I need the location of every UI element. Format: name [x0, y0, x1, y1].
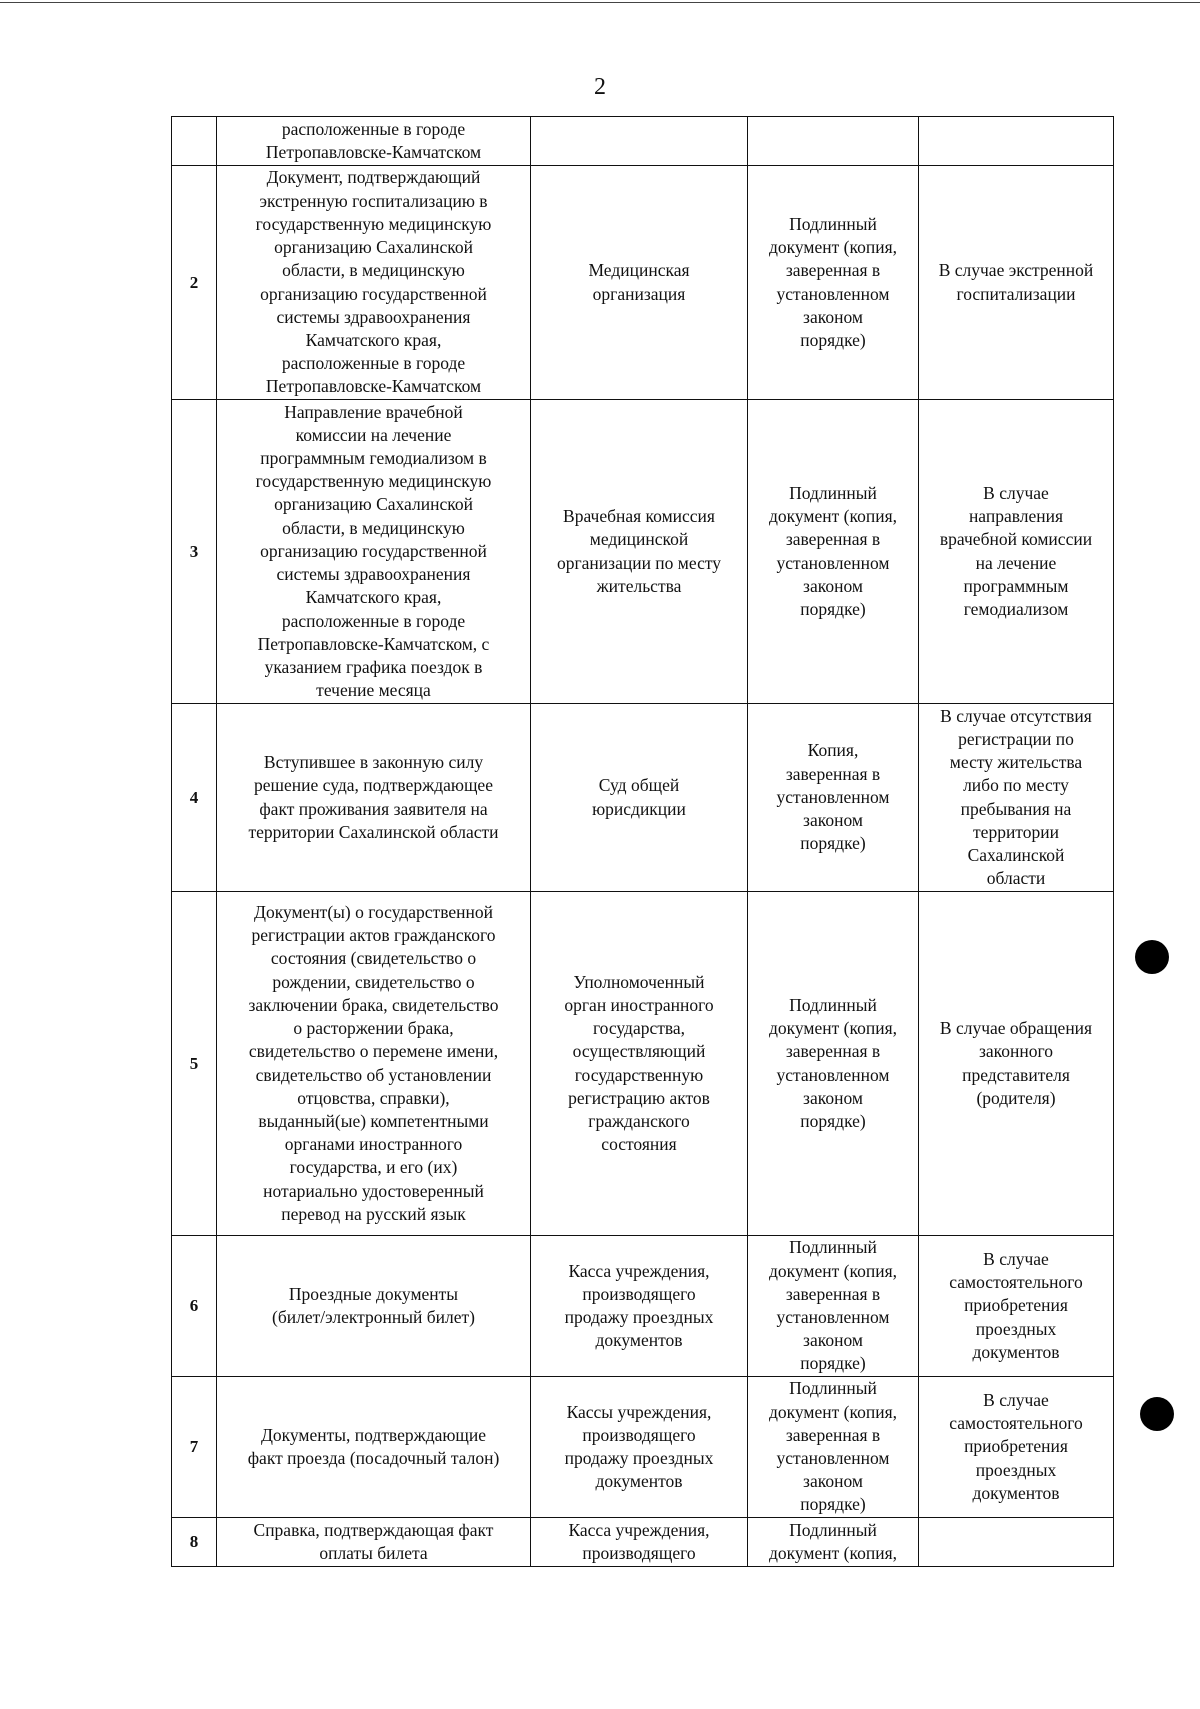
- form-cell: [748, 117, 919, 166]
- page-number: 2: [594, 74, 606, 100]
- condition-cell: В случае отсутствия регистрации по месту жительства либо по месту пребывания на территории Сахалинской области: [919, 704, 1114, 892]
- row-number: 8: [172, 1518, 217, 1567]
- form-cell: Подлинный документ (копия, заверенная в установленном законом порядке): [748, 1377, 919, 1518]
- documents-table: [171, 116, 1114, 1567]
- form-cell: Подлинный документ (копия, заверенная в установленном законом порядке): [748, 1236, 919, 1377]
- condition-cell: [919, 117, 1114, 166]
- table-row: [172, 1377, 1114, 1518]
- form-cell: Подлинный документ (копия,: [748, 1518, 919, 1567]
- table-row: [172, 892, 1114, 1236]
- document-cell: Вступившее в законную силу решение суда, подтверждающее факт проживания заявителя на территории Сахалинской области: [217, 704, 531, 892]
- condition-cell: В случае самостоятельного приобретения проездных документов: [919, 1377, 1114, 1518]
- condition-cell: В случае обращения законного представителя (родителя): [919, 892, 1114, 1236]
- issuer-cell: [531, 117, 748, 166]
- binder-hole-mark: [1135, 940, 1169, 974]
- table-row: [172, 166, 1114, 400]
- document-cell: расположенные в городе Петропавловске-Камчатском: [217, 117, 531, 166]
- document-cell: Направление врачебной комиссии на лечение программным гемодиализом в государственную медицинскую организацию Сахалинской области, в медицинскую организацию государственной системы здравоохранения Камчатского края, расположенные в городе Петропавловске-Камчатском, с указанием графика поездок в течение месяца: [217, 400, 531, 704]
- table-row: [172, 117, 1114, 166]
- document-cell: Документ, подтверждающий экстренную госпитализацию в государственную медицинскую организацию Сахалинской области, в медицинскую организацию государственной системы здравоохранения Камчатского края, расположенные в городе Петропавловске-Камчатском: [217, 166, 531, 400]
- table-row: [172, 1236, 1114, 1377]
- condition-cell: [919, 1518, 1114, 1567]
- scan-edge-line: [0, 2, 1200, 3]
- form-cell: Копия, заверенная в установленном законом порядке): [748, 704, 919, 892]
- condition-cell: В случае экстренной госпитализации: [919, 166, 1114, 400]
- issuer-cell: Кассы учреждения, производящего продажу проездных документов: [531, 1377, 748, 1518]
- issuer-cell: Врачебная комиссия медицинской организации по месту жительства: [531, 400, 748, 704]
- document-cell: Проездные документы (билет/электронный билет): [217, 1236, 531, 1377]
- issuer-cell: Уполномоченный орган иностранного государства, осуществляющий государственную регистрацию актов гражданского состояния: [531, 892, 748, 1236]
- table-row: [172, 704, 1114, 892]
- form-cell: Подлинный документ (копия, заверенная в установленном законом порядке): [748, 166, 919, 400]
- row-number: 3: [172, 400, 217, 704]
- issuer-cell: Касса учреждения, производящего продажу проездных документов: [531, 1236, 748, 1377]
- issuer-cell: Касса учреждения, производящего: [531, 1518, 748, 1567]
- row-number: 6: [172, 1236, 217, 1377]
- row-number: 4: [172, 704, 217, 892]
- document-cell: Справка, подтверждающая факт оплаты билета: [217, 1518, 531, 1567]
- row-number: 7: [172, 1377, 217, 1518]
- document-cell: Документы, подтверждающие факт проезда (посадочный талон): [217, 1377, 531, 1518]
- row-number: 2: [172, 166, 217, 400]
- document-cell: Документ(ы) о государственной регистрации актов гражданского состояния (свидетельство о рождении, свидетельство о заключении брака, свидетельство о расторжении брака, свидетельство о перемене имени, свидетельство об установлении отцовства, справки), выданный(ые) компетентными органами иностранного государства, и его (их) нотариально удостоверенный перевод на русский язык: [217, 892, 531, 1236]
- table-row: [172, 400, 1114, 704]
- form-cell: Подлинный документ (копия, заверенная в установленном законом порядке): [748, 400, 919, 704]
- condition-cell: В случае направления врачебной комиссии на лечение программным гемодиализом: [919, 400, 1114, 704]
- issuer-cell: Медицинская организация: [531, 166, 748, 400]
- table-row: [172, 1518, 1114, 1567]
- form-cell: Подлинный документ (копия, заверенная в установленном законом порядке): [748, 892, 919, 1236]
- condition-cell: В случае самостоятельного приобретения проездных документов: [919, 1236, 1114, 1377]
- issuer-cell: Суд общей юрисдикции: [531, 704, 748, 892]
- row-number: 5: [172, 892, 217, 1236]
- row-number: [172, 117, 217, 166]
- binder-hole-mark: [1140, 1397, 1174, 1431]
